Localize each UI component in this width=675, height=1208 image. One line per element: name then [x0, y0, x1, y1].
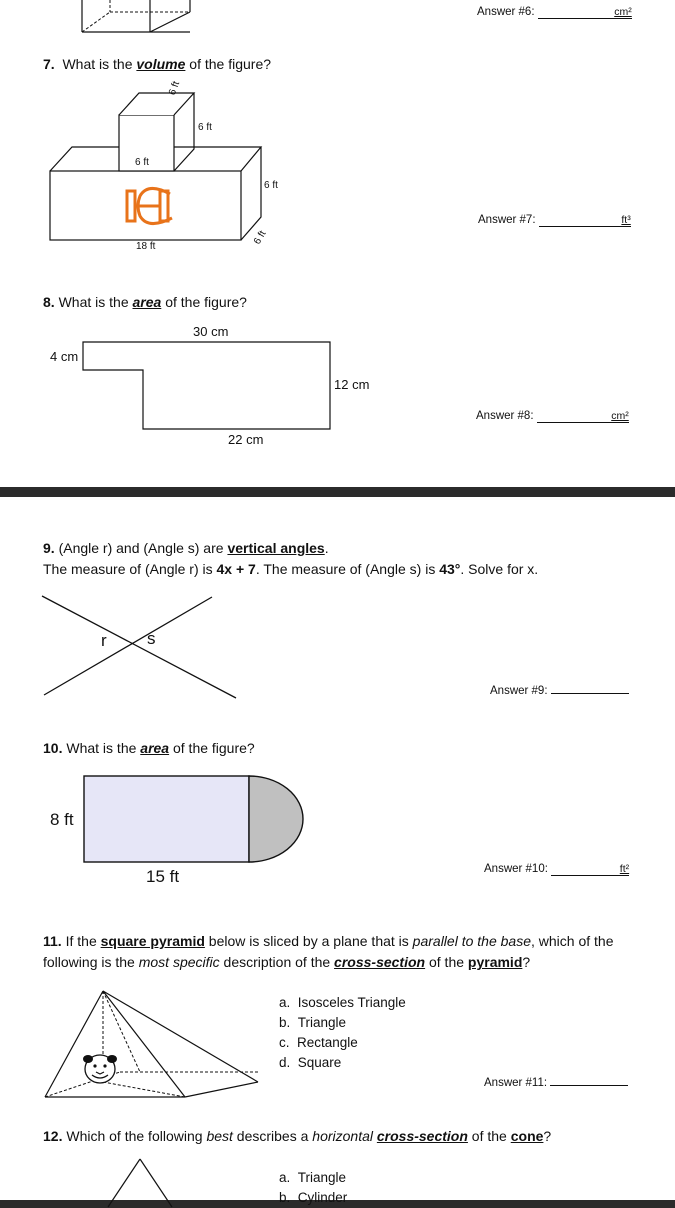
question-9-number: 9. — [43, 540, 55, 556]
question-11-italic-2: most specific — [138, 954, 220, 970]
question-10-post: of the figure? — [169, 740, 255, 756]
answer-8-unit: cm² — [611, 410, 629, 422]
question-11-keyword-3: pyramid — [467, 954, 523, 970]
question-8-pre: What is the — [58, 294, 133, 310]
question-11-option-a[interactable]: a. Isosceles Triangle — [279, 995, 406, 1010]
question-11-text-g: ? — [522, 954, 531, 970]
question-11-text-c: , which of the — [530, 933, 614, 949]
answer-6-blank[interactable] — [538, 6, 632, 19]
question-11-option-d[interactable]: d. Square — [279, 1055, 342, 1070]
answer-8-label: Answer #8: — [476, 410, 534, 422]
question-11-text-e: description of the — [219, 954, 335, 970]
answer-9-line — [490, 683, 629, 697]
question-11-text-f: of the — [425, 954, 468, 970]
question-8-keyword: area — [132, 294, 162, 310]
question-12-number: 12. — [43, 1128, 63, 1144]
answer-11-line — [484, 1075, 628, 1089]
q8-dim-right: 12 cm — [334, 377, 370, 392]
question-9-text-d: . The measure of (Angle s) is — [255, 561, 440, 577]
q7-dim-height: 6 ft — [264, 180, 278, 191]
angle-r-label: r — [101, 631, 107, 650]
question-7-post: of the figure? — [185, 56, 272, 72]
q8-dim-bottom: 22 cm — [228, 432, 264, 447]
question-9-text-a: (Angle r) and (Angle s) are — [54, 540, 228, 556]
question-11-italic-1: parallel to the base — [412, 933, 531, 949]
answer-6-line — [477, 6, 632, 19]
question-12-options — [279, 1168, 347, 1208]
answer-11-blank[interactable] — [550, 1075, 628, 1086]
answer-11-label: Answer #11: — [484, 1077, 548, 1089]
question-11-number: 11. — [43, 933, 62, 949]
q7-dim-depth: 6 ft — [252, 228, 269, 247]
question-12-text-d: ? — [543, 1128, 552, 1144]
answer-7-unit: ft³ — [621, 214, 631, 226]
question-10-pre: What is the — [62, 740, 141, 756]
question-11-keyword-1: square pyramid — [100, 933, 205, 949]
question-12-text-a: Which of the following — [62, 1128, 207, 1144]
question-7-number: 7. — [43, 56, 55, 72]
question-7-keyword: volume — [136, 56, 186, 72]
question-11-option-c[interactable]: c. Rectangle — [279, 1035, 358, 1050]
question-9-text-b: . — [324, 540, 329, 556]
question-11-keyword-2: cross-section — [334, 954, 426, 970]
q12-cone-figure — [0, 497, 200, 1207]
question-9-text-c: The measure of (Angle r) is — [43, 561, 217, 577]
answer-9-blank[interactable] — [551, 683, 629, 694]
answer-10-line — [484, 863, 629, 876]
question-12-keyword-2: cone — [510, 1128, 544, 1144]
question-11-text-a: If the — [61, 933, 101, 949]
answer-6-label: Answer #6: — [477, 6, 535, 18]
question-10-number: 10. — [43, 740, 63, 756]
answer-8-line — [476, 410, 629, 423]
question-12-keyword-1: cross-section — [376, 1128, 468, 1144]
question-8-number: 8. — [43, 294, 55, 310]
answer-7-line — [478, 214, 631, 227]
question-9-keyword: vertical angles — [227, 540, 325, 556]
q7-dim-top-side: 6 ft — [198, 122, 212, 133]
question-11-text-d: following is the — [43, 954, 139, 970]
angle-s-label: s — [147, 629, 156, 648]
q8-dim-top: 30 cm — [193, 324, 229, 339]
question-12-italic-1: best — [206, 1128, 233, 1144]
question-12-text-c: of the — [467, 1128, 511, 1144]
question-10-keyword: area — [140, 740, 170, 756]
question-11-option-b[interactable]: b. Triangle — [279, 1015, 347, 1030]
question-12-option-b[interactable]: b. Cylinder — [279, 1190, 348, 1205]
answer-10-unit: ft² — [619, 863, 630, 875]
q7-dim-top-depth: 6 ft — [167, 79, 183, 97]
q10-dim-height: 8 ft — [50, 810, 74, 829]
question-7-pre: What is the — [62, 56, 137, 72]
q8-dim-left: 4 cm — [50, 349, 79, 364]
answer-9-label: Answer #9: — [490, 685, 548, 697]
q10-dim-length: 15 ft — [146, 867, 180, 886]
worksheet-page-1 — [0, 0, 675, 487]
question-11-options — [279, 993, 406, 1073]
answer-10-label: Answer #10: — [484, 863, 548, 875]
question-8-post: of the figure? — [161, 294, 247, 310]
question-12-option-a[interactable]: a. Triangle — [279, 1170, 347, 1185]
question-12-italic-2: horizontal — [312, 1128, 373, 1144]
question-12-text-b: describes a — [232, 1128, 313, 1144]
answer-6-unit: cm² — [614, 6, 632, 18]
q7-dim-top-front: 6 ft — [135, 157, 149, 168]
answer-7-label: Answer #7: — [478, 214, 536, 226]
answer-7-blank[interactable] — [539, 214, 631, 227]
worksheet-page-2 — [0, 497, 675, 1205]
answer-10-blank[interactable] — [551, 863, 629, 876]
q7-dim-length: 18 ft — [136, 241, 156, 252]
question-9-angle-value: 43° — [439, 561, 461, 577]
question-9-expression: 4x + 7 — [216, 561, 256, 577]
answer-8-blank[interactable] — [537, 410, 629, 423]
question-11-text-b: below is sliced by a plane that is — [204, 933, 413, 949]
question-9-text-e: . Solve for x. — [460, 561, 539, 577]
